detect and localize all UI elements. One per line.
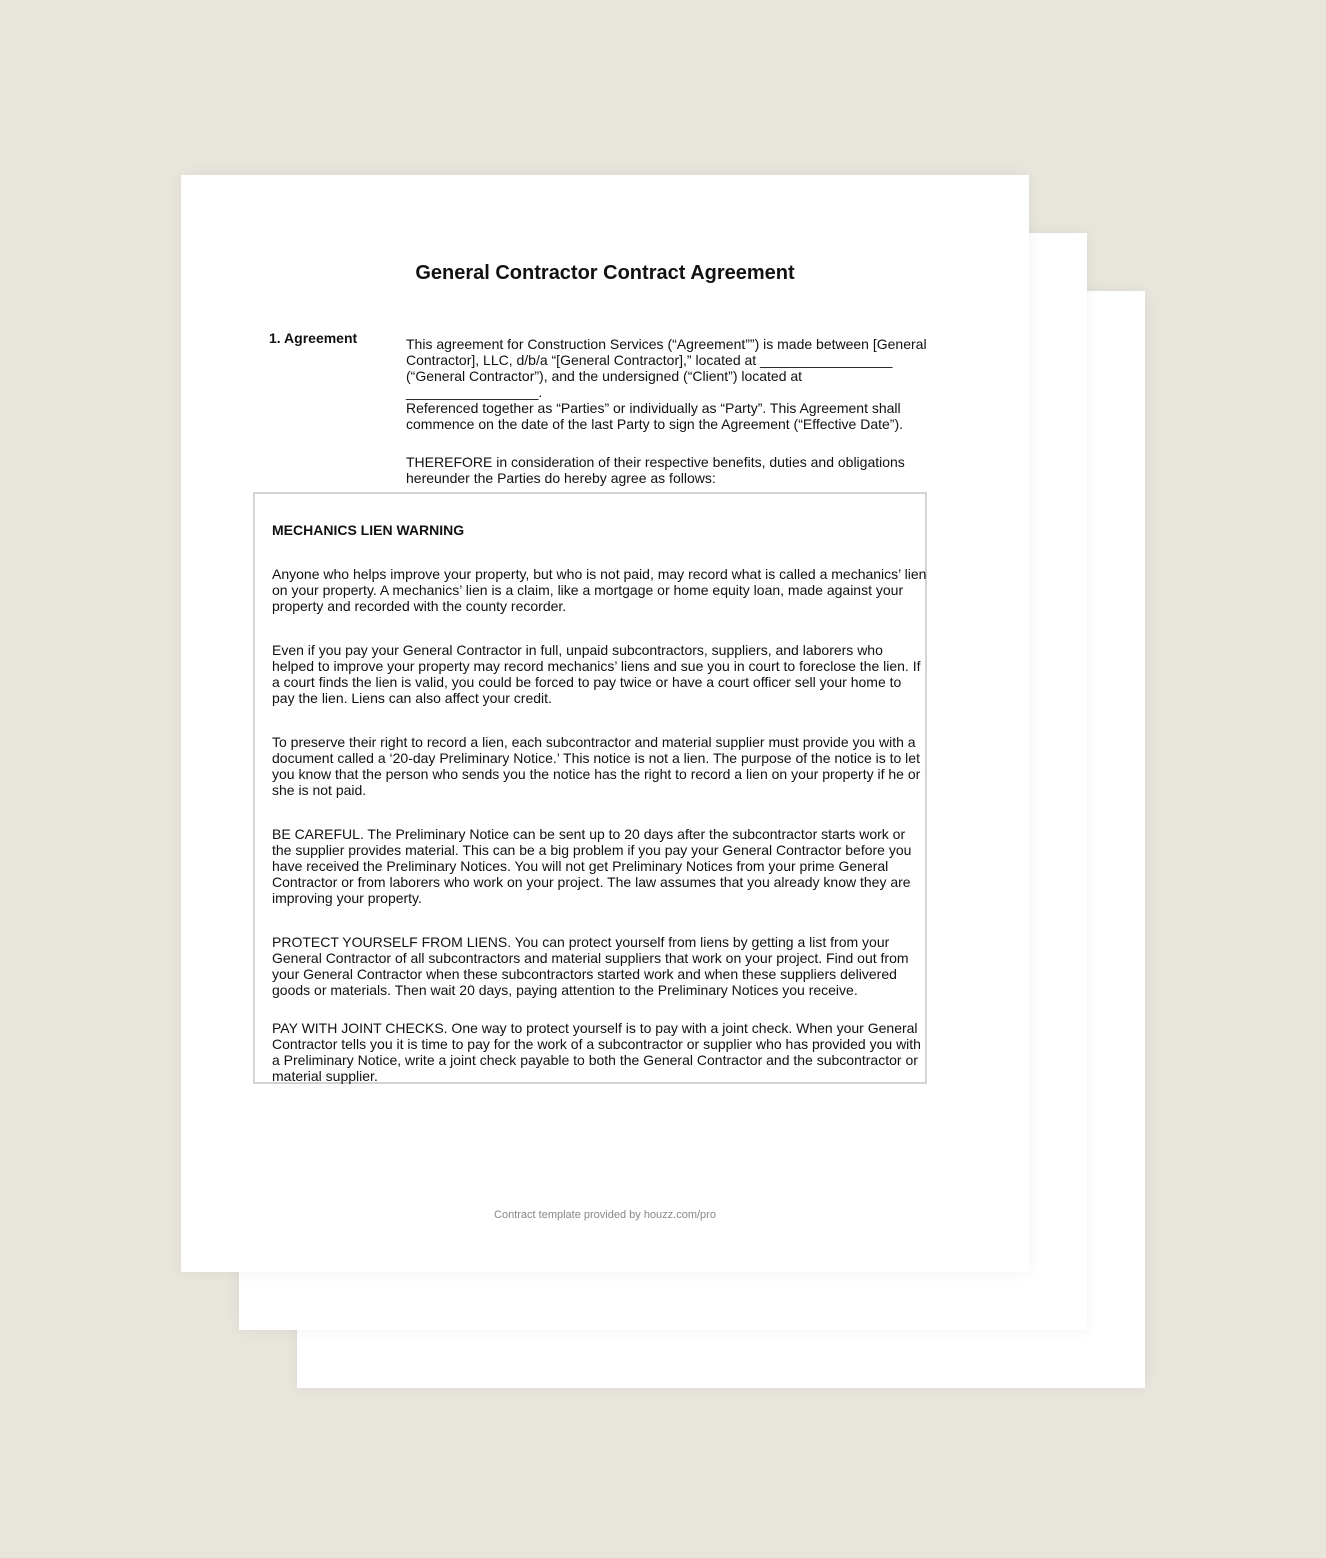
warning-paragraph: Even if you pay your General Contractor in full, unpaid subcontractors, suppliers, and laborers who helped to improve your property may record mechanics’ liens and sue you in court to foreclose the lien. If a court finds the lien is valid, you could be forced to pay twice or have a court officer sell your home to pay the lien. Liens can also affect your credit.: [272, 642, 921, 706]
document-title: General Contractor Contract Agreement: [415, 262, 795, 284]
agreement-paragraph: This agreement for Construction Services (“Agreement””) is made between [General Contractor], LLC, d/b/a “[General Contractor],” located at _________________ (“General Contractor”), and the undersigned (“Client”) located at _________________. Referenced together as “Parties” or individually as “Party”. This Agreement shall commence on the date of the last Party to sign the Agreement (“Effective Date”).: [406, 336, 927, 432]
section-1-label: 1. Agreement: [269, 330, 358, 346]
template-credit: Contract template provided by houzz.com/pro: [494, 1209, 716, 1221]
warning-paragraph: PAY WITH JOINT CHECKS. One way to protect yourself is to pay with a joint check. When your General Contractor tells you it is time to pay for the work of a subcontractor or supplier who has provided you with a Preliminary Notice, write a joint check payable to both the General Contractor and the subcontractor or material supplier.: [272, 1020, 921, 1084]
section-1-body: [406, 336, 938, 508]
warning-paragraph: PROTECT YOURSELF FROM LIENS. You can protect yourself from liens by getting a list from your General Contractor of all subcontractors and material suppliers that work on your project. Find out from your General Contractor when these subcontractors started work and when these suppliers delivered goods or materials. Then wait 20 days, paying attention to the Preliminary Notices you receive.: [272, 934, 909, 998]
therefore-paragraph: THEREFORE in consideration of their respective benefits, duties and obligations hereunder the Parties do hereby agree as follows:: [406, 454, 905, 486]
mechanics-lien-warning-box: [253, 492, 927, 1084]
document-page: [181, 175, 1029, 1272]
warning-paragraph: To preserve their right to record a lien, each subcontractor and material supplier must provide you with a document called a ‘20-day Preliminary Notice.’ This notice is not a lien. The purpose of the notice is to let you know that the person who sends you the notice has the right to record a lien on your property if he or she is not paid.: [272, 734, 921, 798]
warning-paragraph: BE CAREFUL. The Preliminary Notice can be sent up to 20 days after the subcontractor starts work or the supplier provides material. This can be a big problem if you pay your General Contractor before you have received the Preliminary Notices. You will not get Preliminary Notices from your prime General Contractor or from laborers who work on your project. The law assumes that you already know they are improving your property.: [272, 826, 912, 906]
warning-paragraph: Anyone who helps improve your property, but who is not paid, may record what is called a mechanics’ lien on your property. A mechanics’ lien is a claim, like a mortgage or home equity loan, made against your property and recorded with the county recorder.: [272, 566, 927, 614]
warning-title: MECHANICS LIEN WARNING: [272, 522, 465, 538]
